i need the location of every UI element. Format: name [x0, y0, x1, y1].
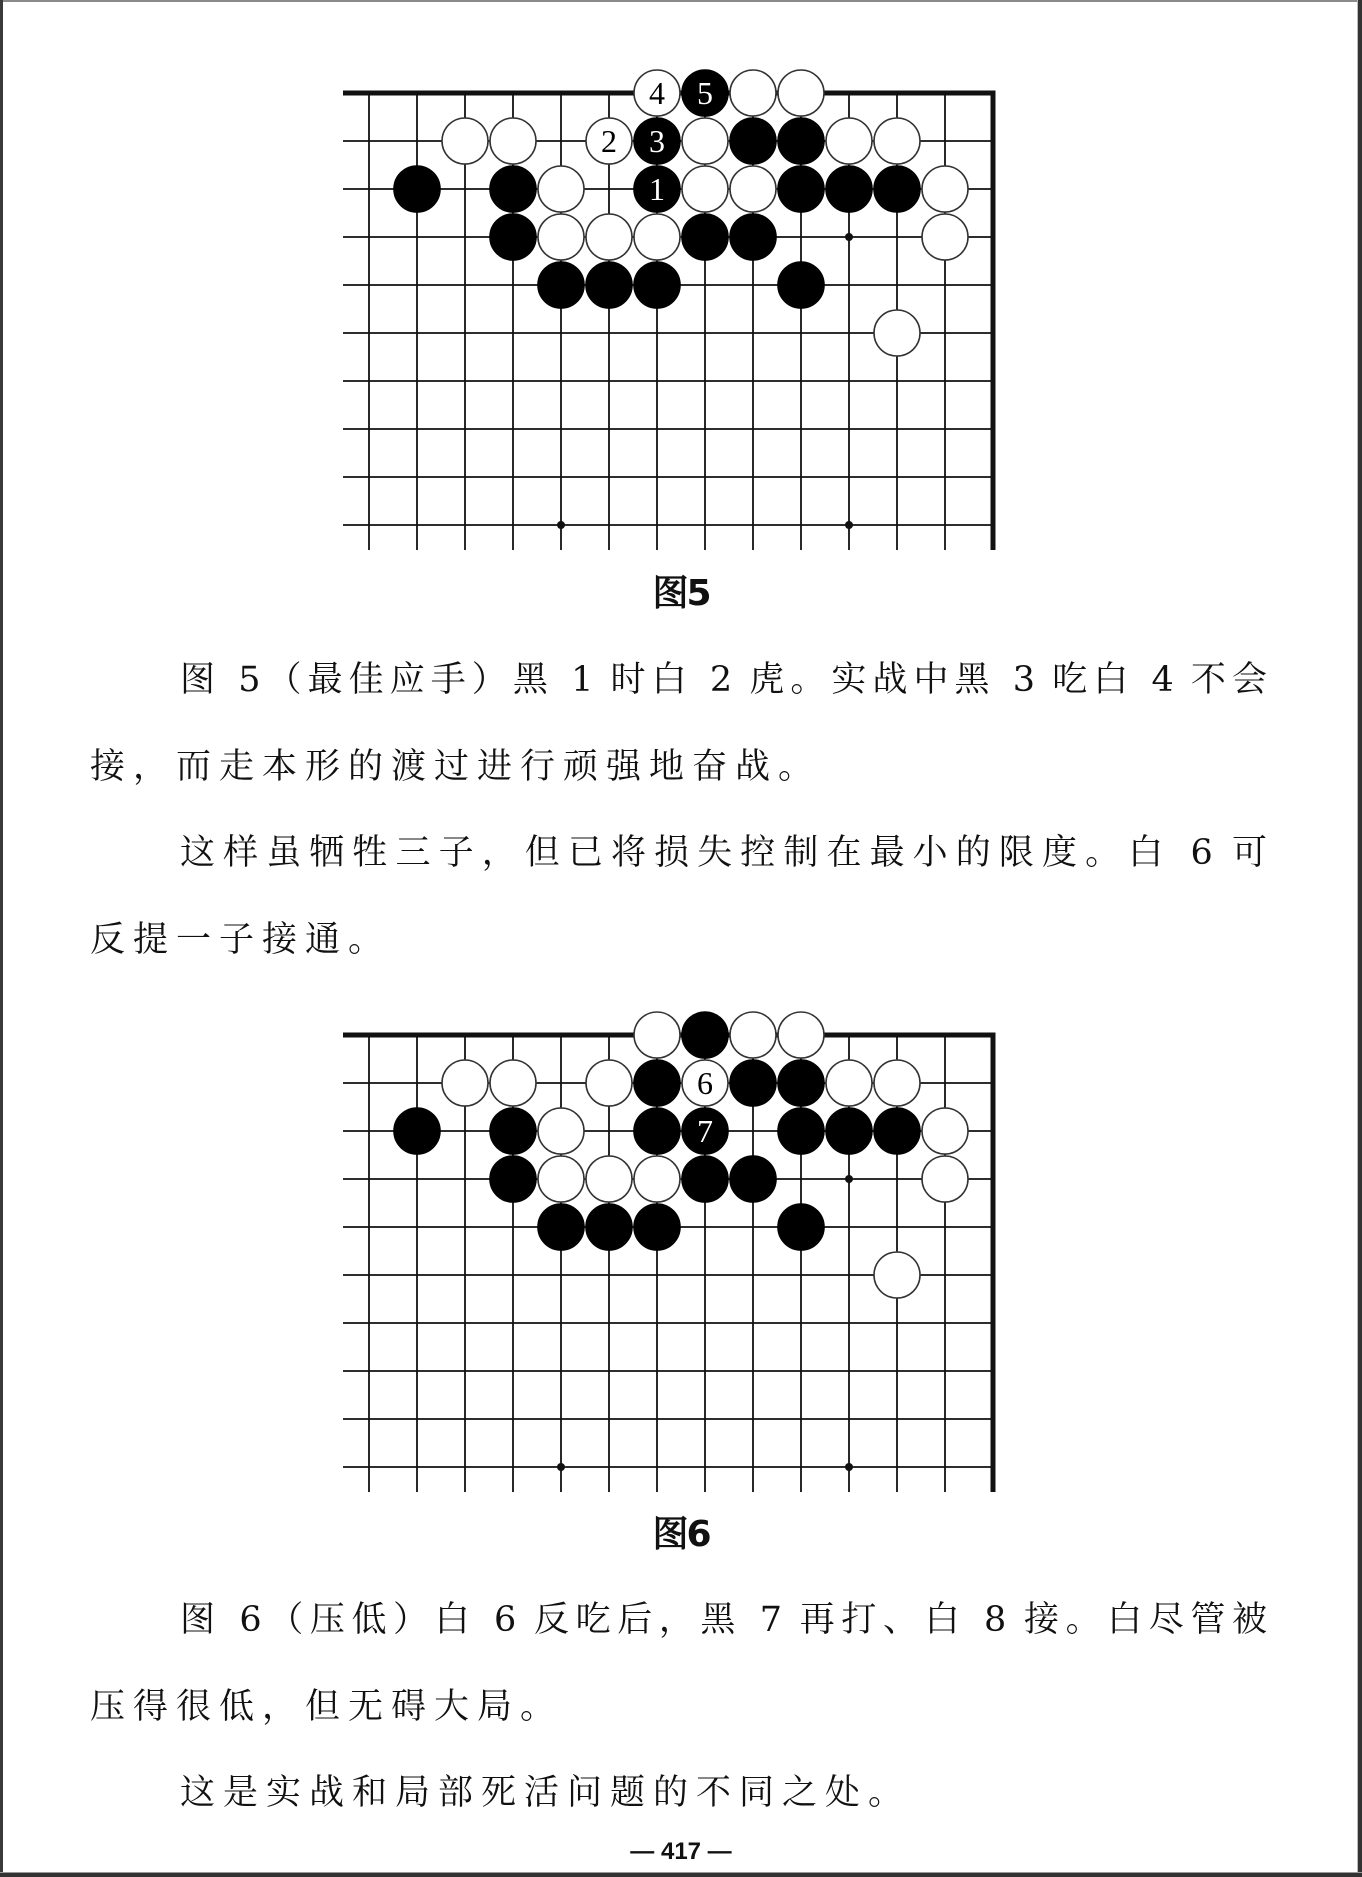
move-number: 5 [697, 75, 713, 111]
white-stone [490, 1060, 536, 1106]
black-stone [586, 1204, 632, 1250]
page-number: — 417 — [630, 1838, 732, 1865]
black-stone [634, 1060, 680, 1106]
white-stone [586, 1156, 632, 1202]
paragraph-line: 接，而走本形的渡过进行顽强地奋战。 [90, 747, 822, 787]
move-number: 7 [697, 1113, 713, 1149]
black-stone [826, 1108, 872, 1154]
black-stone [730, 1156, 776, 1202]
move-number: 4 [649, 75, 665, 111]
black-stone [778, 1204, 824, 1250]
paragraph-line: 图 6（压低）白 6 反吃后，黑 7 再打、白 8 接。白尽管被 [180, 1600, 1267, 1640]
black-stone [682, 1108, 728, 1154]
white-stone [826, 1060, 872, 1106]
black-stone [874, 1108, 920, 1154]
star-point-icon [845, 1463, 853, 1471]
paragraph-line: 反提一子接通。 [90, 920, 392, 960]
white-stone [682, 1060, 728, 1106]
star-point-icon [557, 1463, 565, 1471]
white-stone [586, 1060, 632, 1106]
white-stone [922, 1156, 968, 1202]
black-stone [778, 1108, 824, 1154]
star-point-icon [845, 1175, 853, 1183]
black-stone [682, 1156, 728, 1202]
black-stone [538, 1204, 584, 1250]
white-stone [778, 1012, 824, 1058]
white-stone [874, 1060, 920, 1106]
figure-6-caption: 图6 [652, 1514, 710, 1555]
move-number: 6 [697, 1065, 713, 1101]
move-number: 1 [649, 171, 665, 207]
white-stone [874, 1252, 920, 1298]
black-stone [634, 1204, 680, 1250]
black-stone [394, 1108, 440, 1154]
white-stone [442, 1060, 488, 1106]
black-stone [490, 1156, 536, 1202]
white-stone [538, 1156, 584, 1202]
paragraph-line: 压得很低，但无碍大局。 [90, 1687, 564, 1727]
white-stone [730, 1012, 776, 1058]
black-stone [730, 1060, 776, 1106]
move-number: 3 [649, 123, 665, 159]
paragraph-line: 图 5（最佳应手）黑 1 时白 2 虎。实战中黑 3 吃白 4 不会 [180, 660, 1267, 700]
white-stone [634, 1012, 680, 1058]
white-stone [922, 1108, 968, 1154]
white-stone [634, 1156, 680, 1202]
move-number: 2 [601, 123, 617, 159]
white-stone [538, 1108, 584, 1154]
page-frame-bottom [0, 1872, 1362, 1877]
paragraph-line: 这样虽牺牲三子，但已将损失控制在最小的限度。白 6 可 [180, 833, 1267, 873]
figure-5-caption: 图5 [652, 573, 710, 614]
black-stone [682, 1012, 728, 1058]
black-stone [778, 1060, 824, 1106]
paragraph-line: 这是实战和局部死活问题的不同之处。 [180, 1773, 912, 1813]
black-stone [634, 1108, 680, 1154]
black-stone [490, 1108, 536, 1154]
